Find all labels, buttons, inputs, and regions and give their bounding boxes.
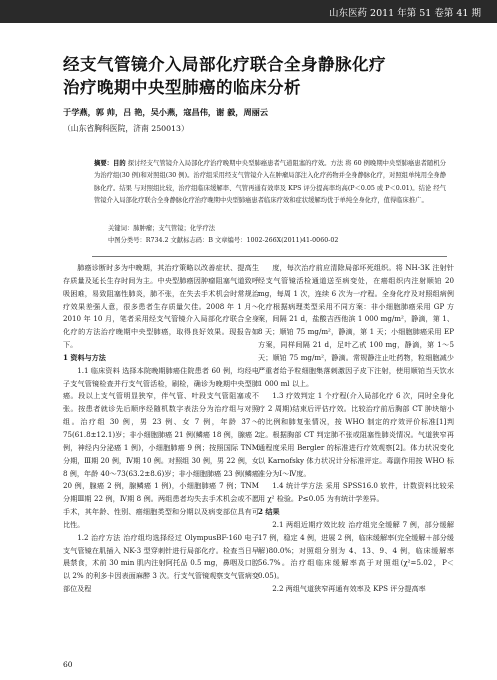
journal-header: 山东医药 2011 年第 51 卷第 41 期 bbox=[329, 8, 481, 19]
right-column bbox=[258, 262, 454, 596]
body-paragraph: 1.2 治疗方法 治疗组均选择经过 OlympusBF-160 电子支气管镜在肌插入 NK-3 型穿刺针进行局部化疗。检查当日早晨禁食，术前 30 min 肌内注射阿托品 0.5 mg，鼻咽及口腔以 2% 的利多卡因表面麻醉 3 次。行支气管镜观察支气管病变部位及程 bbox=[63, 532, 259, 594]
body-paragraph: 度，每次治疗前应清除局部坏死组织。将 NH-3K 注射针经支气管镜活检通道送至病变处，在癌组织内注射顺铂 20 mg，每周 1 次，连续 6 次为一疗程。全身化疗及对照组病例化疗根据病理类型采用不同方案：非小细胞肺癌采用 GP 方案，间隔 21 d，盐酸吉西他滨 1 000 mg/m²，静滴，第 1、8 天；顺铂 75 mg/m²，静滴，第 1 天；小细胞肺癌采用 EP 方案，同样间隔 21 d，足叶乙甙 100 mg，静滴，第 1～5 天；顺铂 75 mg/m²，静滴。常规静注止吐药物，粒细胞减少严重者给予粒细胞集落刺激因子皮下注射，使用顺铂当天饮水 1 000 ml 以上。 bbox=[258, 263, 454, 388]
body-paragraph: 1.4 统计学方法 采用 SPSS16.0 软件，计数资料比较采用 χ² 检验。P≤0.05 为有统计学差异。 bbox=[258, 481, 454, 504]
article-title-line2: 治疗晚期中央型肺癌的临床分析 bbox=[63, 78, 301, 97]
section-heading: 1 资料与方法 bbox=[63, 352, 106, 362]
body-paragraph: 肺癌诊断时多为中晚期，其治疗策略以改善症状、提高生存质量及延长生存时间为主。中央型肺癌因肿瘤阻塞气道致呼吸困难，易致阻塞性肺炎，肺不张，在失去手术机会时常规治疗效果差强人意，很多患者生存质量欠佳。2008 年 1 月～2010 年 10 月，笔者采用经支气管镜介入局部化疗联合全身化疗的方法治疗晚期中央型肺癌，取得良好效果。现报告如下。 bbox=[63, 263, 259, 350]
abstract-divider bbox=[92, 256, 447, 257]
body-paragraph: 1.1 临床资料 选择本院晚期肺癌住院患者 60 例，均经电子支气管镜检查并行支气管活检，刷检，确诊为晚期中央型肺癌。段以上支气管明显狭窄，伴气管、叶段支气管阻塞或不张。按患者就诊先后顺序经随机数字表法分为治疗组与对照组。治疗组 30 例，男 23 例、女 7 例，年龄 37～75(61.8±12.1)岁；非小细胞肺癌 21 例(鳞癌 18 例，腺癌 2 例，神经内分泌癌 1 例)，小细胞肺癌 9 例；按照国际 TNM 分期，Ⅲ期 20 例，Ⅳ期 10 例。对照组 30 例，男 22 例，女 8 例，年龄 40～73(63.2±8.6)岁；非小细胞肺癌 23 例(鳞癌 20 例，腺癌 2 例，腺鳞癌 1 例)，小细胞肺癌 7 例；TNM 分期Ⅲ期 22 例，Ⅳ期 8 例。两组患者均失去手术机会或不愿手术，其年龄、性别、癌细胞类型和分期以及病变部位具有可比性。 bbox=[63, 365, 259, 529]
left-column bbox=[63, 262, 259, 596]
authors: 于学燕，郭 帅，吕 艳，吴小燕，寇昌伟，谢 毅，周丽云 bbox=[63, 107, 269, 117]
abstract-text: 探讨经支气管镜介入局部化疗治疗晚期中央型肺癌患者气道阻塞的疗效。方法 将 60 例晚期中央型肺癌患者随机分为治疗组(30 例)和对照组(30 例)。治疗组采用经支气管镜介入在肿瘤局部注入化疗药物并全身静脉化疗，对照组单纯用全身静脉化疗。结果 与对照组比较，治疗组临床缓解率、气管再通有效率及 KPS 评分提高率均高(P＜0.05 或 P＜0.01)。结论 经气管镜介入局部化疗联合全身静脉化疗治疗晚期中央型肺癌患者临床疗效和症状缓解均优于单纯全身化疗，值得临床推广。 bbox=[94, 160, 446, 205]
page-number: 60 bbox=[63, 660, 73, 669]
article-title-line1: 经支气管镜介入局部化疗联合全身静脉化疗 bbox=[63, 55, 386, 74]
abstract bbox=[94, 158, 446, 208]
body-paragraph: 2.2 两组气道狭窄再通有效率及 KPS 评分提高率 bbox=[272, 584, 426, 594]
body-paragraph: 1.3 疗效判定 1 个疗程(介入局部化疗 6 次，同时全身化疗 2 周期)结束后评估疗效。比较治疗前后胸部 CT 肿块缩小的比例和肺复张情况，按 WHO 制定的疗效评价标准[1]判定。根据胸部 CT 判定肺不张或阻塞性肺炎情况。气道狭窄再通程度采用 Bergler 的标准进行疗效观察[2]。体力状况变化以 Karnofsky 体力状况计分标准评定。毒副作用按 WHO 标准分为Ⅰ～Ⅳ度。 bbox=[258, 391, 454, 478]
affiliation: （山东省胸科医院，济南 250013） bbox=[63, 124, 189, 133]
section-heading: 2 结果 bbox=[258, 507, 280, 517]
body-paragraph: 2.1 两组近期疗效比较 治疗组完全缓解 7 例，部分缓解 17 例，稳定 4 例，进展 2 例，临床缓解率(完全缓解＋部分缓解)80.0%；对照组分别为 4、13、9、4 例，临床缓解率 56.7%。治疗组临床缓解率高于对照组(χ²=5.02，P＜0.05)。 bbox=[258, 519, 454, 581]
abstract-label: 摘要：目的 bbox=[94, 160, 126, 167]
classification: 中图分类号：R734.2 文献标志码：B 文章编号：1002-266X(2011)41-0060-02 bbox=[108, 237, 339, 244]
keywords: 关键词：肺肿瘤；支气管镜；化学疗法 bbox=[108, 225, 216, 232]
